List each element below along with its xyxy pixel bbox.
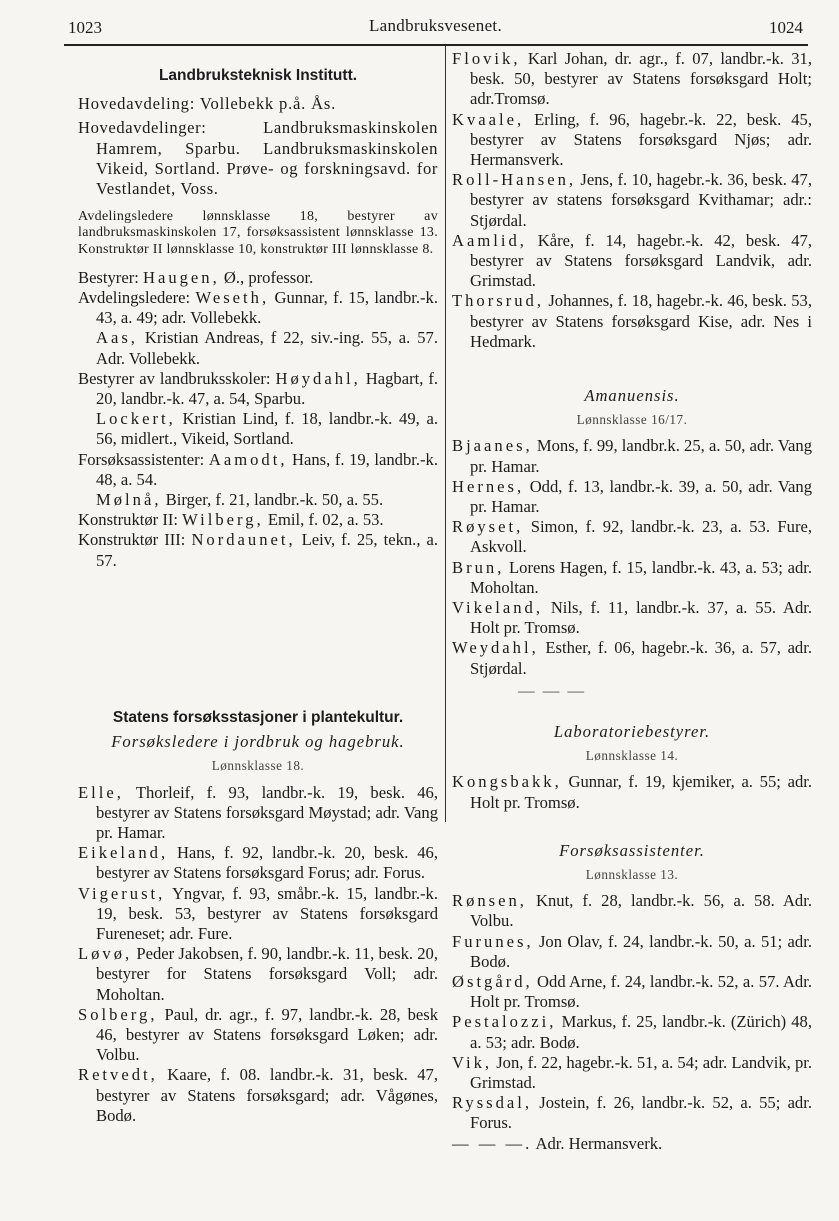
list-item — [452, 598, 812, 638]
entry-name: Weseth, — [195, 288, 270, 308]
entry-details: Kristian Andreas, f 22, siv.-ing. 55, a. 57. Adr. Vollebekk. — [96, 328, 438, 368]
bestyrer-skoler-entry — [78, 369, 438, 409]
lockert-entry — [78, 409, 438, 449]
forsoksassistenter-title: Forsøksassistenter. — [559, 840, 705, 860]
entry-details: Gunnar, f. 15, landbr.-k. 43, a. 49; adr. Vollebekk. — [96, 288, 438, 328]
forsoksassistenter-list — [452, 891, 812, 1154]
hovedavdeling-text: Hovedavdeling: Vollebekk p.å. Ås. — [78, 94, 337, 114]
section-title: Statens forsøksstasjoner i plantekultur. — [112, 709, 404, 726]
page-number-left: 1023 — [68, 18, 102, 37]
entry-label: Konstruktør III: — [78, 530, 186, 550]
entry-details: Erling, f. 96, hagebr.-k. 22, besk. 45, bestyrer av Statens forsøksgard Njøs; adr. Hermansverk. — [470, 109, 812, 170]
entry-details: Jostein, f. 26, landbr.-k. 52, a. 55; adr. Forus. — [470, 1093, 812, 1133]
entry-details: Odd, f. 13, landbr.-k. 39, a. 50, adr. Vang pr. Hamar. — [470, 476, 812, 517]
konstruktor-2-entry — [78, 510, 438, 530]
entry-name: Flovik, — [452, 49, 521, 68]
entry-name: Brun, — [452, 557, 505, 577]
entry-label: Bestyrer: — [78, 267, 139, 287]
entry-details: Ø., professor. — [223, 267, 314, 287]
list-item — [78, 1005, 438, 1066]
amanuensis-list — [452, 436, 812, 678]
list-item — [452, 891, 812, 931]
section-title: Landbruksteknisk Institutt. — [158, 67, 358, 84]
page-header — [68, 16, 803, 38]
entry-name: Kongsbakk, — [452, 772, 562, 792]
entry-name: Vik, — [452, 1052, 493, 1072]
amanuensis-title: Amanuensis. — [584, 386, 680, 406]
entry-details: Odd Arne, f. 24, landbr.-k. 52, a. 57. Adr. Holt pr. Tromsø. — [470, 972, 812, 1012]
section-landbruksteknisk — [78, 66, 438, 571]
lab-title: Laboratoriebestyrer. — [553, 722, 711, 741]
header-rule — [64, 44, 808, 46]
entry-name: Rønsen, — [452, 891, 527, 911]
entry-details: Jon Olav, f. 24, landbr.-k. 50, a. 51; adr. Bodø. — [470, 931, 812, 971]
entry-details: Karl Johan, dr. agr., f. 07, landbr.-k. 31, besk. 50, bestyrer av Statens forsøksgard Holt; adr.Tromsø. — [470, 49, 813, 109]
entry-label: Avdelingsledere: — [78, 288, 191, 308]
entry-details: Thorleif, f. 93, landbr.-k. 19, besk. 46, bestyrer av Statens forsøksgard Møystad; adr. Vang pr. Hamar. — [96, 782, 438, 843]
list-item — [452, 49, 812, 110]
section-forsoksstasjoner — [78, 708, 438, 1126]
lonnsklasse-note: Avdelingsledere lønnsklasse 18, bestyrer av landbruksmaskinskolen 17, forsøksassistent lønnsklasse 13. Konstruktør II lønnsklasse 10, konstruktør III lønnsklasse 8. — [78, 209, 438, 257]
section-subtitle: Forsøksledere i jordbruk og hagebruk. — [111, 732, 405, 752]
entry-details: Gunnar, f. 19, kjemiker, a. 55; adr. Holt pr. Tromsø. — [470, 772, 812, 812]
list-item — [78, 944, 438, 1005]
entry-name: Wilberg, — [182, 510, 264, 530]
list-item — [452, 517, 812, 557]
entry-details: Jon, f. 22, hagebr.-k. 51, a. 54; adr. Landvik, pr. Grimstad. — [470, 1052, 813, 1093]
entry-name: Ryssdal, — [452, 1093, 533, 1113]
list-item — [452, 932, 812, 972]
page-number-right: 1024 — [769, 18, 803, 37]
konstruktor-3-entry — [78, 530, 438, 570]
list-item — [452, 231, 812, 292]
entry-name: Retvedt, — [78, 1065, 158, 1085]
entry-details: Kaare, f. 08. landbr.-k. 31, besk. 47, bestyrer av Statens forsøksgard; adr. Vågønes, Bodø. — [96, 1065, 438, 1125]
list-item — [78, 783, 438, 844]
entry-name: Kvaale, — [452, 109, 525, 129]
entry-name: Aas, — [96, 328, 138, 348]
list-item — [452, 477, 812, 517]
amanuensis-lonnsklasse: Lønnsklasse 16/17. — [576, 412, 688, 428]
forsoksledere-cont-list — [452, 49, 812, 352]
list-item — [452, 1012, 812, 1052]
entry-name: Thorsrud, — [452, 291, 544, 311]
list-item — [452, 772, 812, 812]
list-item — [452, 110, 812, 171]
list-item — [452, 638, 812, 678]
entry-name: Haugen, — [142, 267, 220, 287]
hovedavdelinger-text: Hovedavdelinger: Landbruksmaskinskolen Hamrem, Sparbu. Landbruksmaskinskolen Vikeid, Sortland. Prøve- og forskningsavd. for Vestlandet, Voss. — [78, 118, 438, 199]
entry-name: Roll-Hansen, — [452, 170, 577, 190]
bestyrer-entry — [78, 268, 438, 288]
entry-name: Vikeland, — [452, 598, 543, 618]
avdelingsledere-entry — [78, 288, 438, 328]
list-item — [452, 1053, 812, 1093]
entry-details: Emil, f. 02, a. 53. — [267, 510, 384, 530]
section-forsoksledere-cont — [452, 49, 812, 701]
lonnsklasse-label: Lønnsklasse 18. — [211, 758, 305, 774]
entry-details: Birger, f. 21, landbr.-k. 50, a. 55. — [165, 490, 384, 510]
entry-details: Hans, f. 19, landbr.-k. 48, a. 54. — [96, 449, 438, 489]
entry-name: Løvø, — [78, 944, 133, 964]
entry-name: Lockert, — [96, 409, 176, 429]
entry-name: Aamodt, — [208, 449, 288, 469]
list-item — [78, 843, 438, 883]
list-item — [78, 884, 438, 945]
entry-details: Lorens Hagen, f. 15, landbr.-k. 43, a. 53; adr. Moholtan. — [470, 557, 812, 597]
entry-name: Mølnå, — [96, 490, 162, 510]
entry-details: Kåre, f. 14, hagebr.-k. 42, besk. 47, bestyrer av Statens forsøksgard Landvik, adr. Grimstad. — [470, 230, 812, 291]
running-title: Landbruksvesenet. — [368, 16, 503, 35]
entry-details: Hagbart, f. 20, landbr.-k. 47, a. 54, Sparbu. — [96, 368, 439, 409]
forsoksledere-list — [78, 783, 438, 1126]
list-item — [452, 1134, 812, 1154]
entry-details: Adr. Hermansverk. — [535, 1133, 663, 1153]
entry-name: Elle, — [78, 782, 124, 802]
list-item — [452, 170, 812, 231]
entry-details: Mons, f. 99, landbr.k. 25, a. 50, adr. Vang pr. Hamar. — [470, 436, 812, 476]
entry-name: Solberg, — [78, 1004, 158, 1024]
list-item — [452, 291, 812, 352]
list-item — [452, 972, 812, 1012]
entry-details: Knut, f. 28, landbr.-k. 56, a. 58. Adr. Volbu. — [470, 891, 812, 931]
entry-details: Yngvar, f. 93, småbr.-k. 15, landbr.-k. 19, besk. 53, bestyrer av Statens forsøksgard Fureneset; adr. Fure. — [96, 883, 438, 944]
entry-label: Forsøksassistenter: — [78, 449, 205, 469]
entry-name: Høydahl, — [275, 368, 361, 388]
list-item — [452, 1093, 812, 1133]
entry-details: Leiv, f. 25, tekn., a. 57. — [96, 530, 438, 570]
entry-name: Furunes, — [452, 931, 534, 951]
entry-name: Østgård, — [452, 972, 533, 992]
list-item — [452, 436, 812, 476]
list-item — [452, 558, 812, 598]
forsoksassistenter-entry — [78, 450, 438, 490]
list-item — [78, 1065, 438, 1126]
entry-name: Bjaanes, — [452, 436, 533, 456]
entry-name: Nordaunet, — [191, 530, 296, 550]
lab-list — [452, 772, 812, 812]
end-mark: — — — — [517, 680, 587, 700]
entry-name: Eikeland, — [78, 843, 169, 863]
entry-label: Bestyrer av landbruksskoler: — [78, 368, 271, 388]
entry-name: Røyset, — [452, 517, 524, 537]
lab-lonnsklasse: Lønnsklasse 14. — [585, 748, 679, 764]
entry-name: Hernes, — [452, 476, 525, 496]
entry-details: Esther, f. 06, hagebr.-k. 36, a. 57, adr. Stjørdal. — [470, 638, 812, 678]
entry-details: Paul, dr. agr., f. 97, landbr.-k. 28, besk 46, bestyrer av Statens forsøksgard Løken; adr. Volbu. — [96, 1004, 438, 1065]
section-laboratorium — [452, 722, 812, 1154]
column-divider — [445, 46, 446, 822]
entry-name: Aamlid, — [452, 230, 527, 250]
entry-details: Simon, f. 92, landbr.-k. 23, a. 53. Fure, Askvoll. — [470, 517, 812, 557]
entry-name: Pestalozzi, — [452, 1012, 557, 1032]
entry-details: Jens, f. 10, hagebr.-k. 36, besk. 47, bestyrer av statens forsøksgard Kvithamar; adr.: Stjørdal. — [470, 170, 813, 230]
entry-name: Weydahl, — [452, 638, 539, 658]
entry-label: Konstruktør II: — [78, 510, 179, 530]
forsoksassistenter-lonnsklasse: Lønnsklasse 13. — [585, 867, 679, 883]
entry-details: Kristian Lind, f. 18, landbr.-k. 49, a. 56, midlert., Vikeid, Sortland. — [96, 409, 438, 449]
molnaa-entry — [78, 490, 438, 510]
entry-name: — — —. — [452, 1133, 533, 1153]
entry-details: Nils, f. 11, landbr.-k. 37, a. 55. Adr. Holt pr. Tromsø. — [470, 598, 812, 638]
aas-entry — [78, 328, 438, 368]
entry-details: Hans, f. 92, landbr.-k. 20, besk. 46, bestyrer av Statens forsøksgard Forus; adr. Forus. — [96, 843, 438, 883]
entry-details: Johannes, f. 18, hagebr.-k. 46, besk. 53, bestyrer av Statens forsøksgard Kise, adr. Nes i Hedmark. — [470, 291, 812, 351]
entry-details: Markus, f. 25, landbr.-k. (Zürich) 48, a. 53; adr. Bodø. — [470, 1012, 813, 1052]
entry-name: Vigerust, — [78, 883, 166, 903]
entry-details: Peder Jakobsen, f. 90, landbr.-k. 11, besk. 20, bestyrer for Statens forsøksgard Voll; adr. Moholtan. — [96, 944, 438, 1004]
